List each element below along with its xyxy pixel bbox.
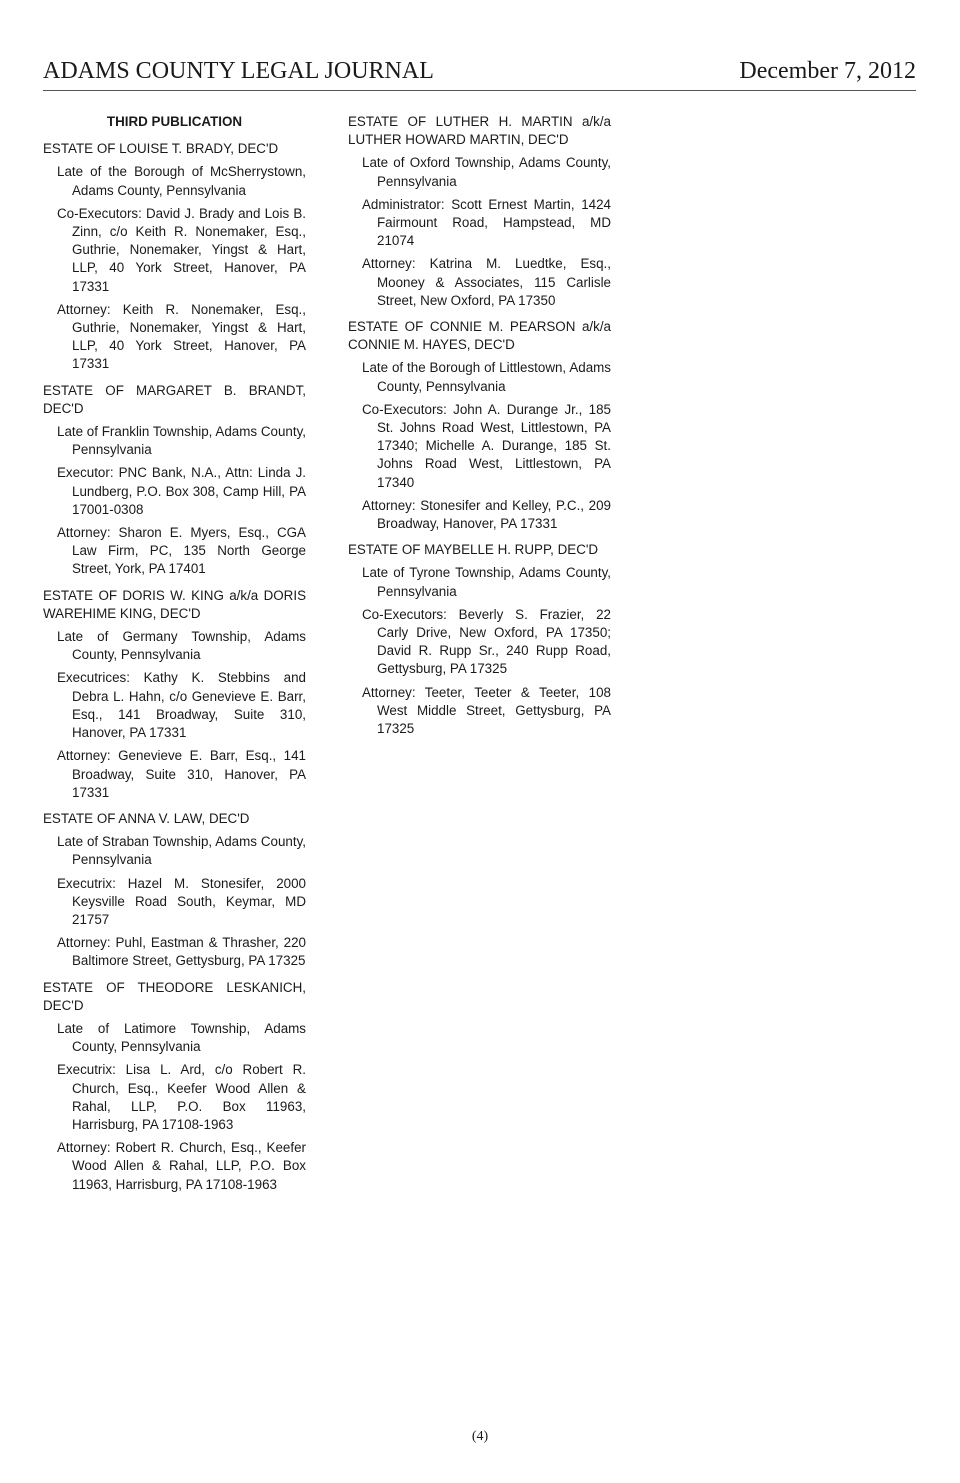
- page-number: (4): [471, 1429, 489, 1444]
- estate-title: ESTATE OF LUTHER H. MARTIN a/k/a LUTHER HOWARD MARTIN, DEC'D: [348, 114, 611, 148]
- estate-notice: [43, 587, 306, 802]
- estate-title: ESTATE OF MAYBELLE H. RUPP, DEC'D: [348, 542, 599, 558]
- estate-title: ESTATE OF CONNIE M. PEARSON a/k/a CONNIE M. HAYES, DEC'D: [348, 319, 611, 353]
- estate-notice: [348, 541, 611, 738]
- estate-title: ESTATE OF ANNA V. LAW, DEC'D: [43, 810, 250, 826]
- estate-title: ESTATE OF MARGARET B. BRANDT, DEC'D: [43, 382, 306, 416]
- estate-residence: Late of Latimore Township, Adams County, Pennsylvania: [57, 1020, 306, 1055]
- estate-residence: Late of Tyrone Township, Adams County, Pennsylvania: [362, 565, 611, 599]
- estate-attorney: Attorney: Keith R. Nonemaker, Esq., Guthrie, Nonemaker, Yingst & Hart, LLP, 40 York Street, Hanover, PA 17331: [57, 301, 306, 372]
- estate-residence: Late of Franklin Township, Adams County, Pennsylvania: [57, 424, 306, 458]
- estate-representative: Executrix: Hazel M. Stonesifer, 2000 Keysville Road South, Keymar, MD 21757: [57, 875, 306, 927]
- estate-attorney: Attorney: Genevieve E. Barr, Esq., 141 Broadway, Suite 310, Hanover, PA 17331: [57, 748, 306, 800]
- estate-notice: [43, 382, 306, 579]
- estate-attorney: Attorney: Katrina M. Luedtke, Esq., Mooney & Associates, 115 Carlisle Street, New Oxford, PA 17350: [362, 256, 611, 308]
- estate-representative: Co-Executors: John A. Durange Jr., 185 St. Johns Road West, Littlestown, PA 17340; Michelle A. Durange, 185 St. Johns Road West, Littlestown, PA 17340: [362, 401, 611, 490]
- journal-title: ADAMS COUNTY LEGAL JOURNAL: [43, 58, 434, 84]
- estate-attorney: Attorney: Teeter, Teeter & Teeter, 108 West Middle Street, Gettysburg, PA 17325: [362, 684, 611, 737]
- estate-notice: [348, 113, 611, 310]
- estate-notice: [348, 318, 611, 533]
- estate-representative: Executrices: Kathy K. Stebbins and Debra L. Hahn, c/o Genevieve E. Barr, Esq., 141 Broadway, Suite 310, Hanover, PA 17331: [57, 670, 306, 741]
- estate-attorney: Attorney: Puhl, Eastman & Thrasher, 220 Baltimore Street, Gettysburg, PA 17325: [57, 935, 306, 969]
- section-heading: THIRD PUBLICATION: [106, 114, 243, 129]
- estate-attorney: Attorney: Robert R. Church, Esq., Keefer Wood Allen & Rahal, LLP, P.O. Box 11963, Harrisburg, PA 17108-1963: [57, 1140, 306, 1192]
- left-column: [43, 113, 306, 1202]
- estate-title: ESTATE OF THEODORE LESKANICH, DEC'D: [43, 979, 306, 1013]
- issue-date: December 7, 2012: [739, 58, 916, 84]
- estate-residence: Late of Oxford Township, Adams County, Pennsylvania: [362, 155, 611, 189]
- estate-notice: [43, 810, 306, 971]
- estate-representative: Co-Executors: David J. Brady and Lois B. Zinn, c/o Keith R. Nonemaker, Esq., Guthrie, Nonemaker, Yingst & Hart, LLP, 40 York Street, Hanover, PA 17331: [57, 205, 306, 294]
- right-column: [348, 113, 611, 746]
- estate-residence: Late of Straban Township, Adams County, Pennsylvania: [57, 834, 306, 868]
- page-header: [43, 54, 916, 91]
- estate-notice: [43, 140, 306, 373]
- estate-residence: Late of Germany Township, Adams County, Pennsylvania: [57, 629, 306, 663]
- estate-representative: Executor: PNC Bank, N.A., Attn: Linda J. Lundberg, P.O. Box 308, Camp Hill, PA 17001-0308: [57, 465, 306, 517]
- estate-title: ESTATE OF DORIS W. KING a/k/a DORIS WAREHIME KING, DEC'D: [43, 587, 306, 621]
- estate-title: ESTATE OF LOUISE T. BRADY, DEC'D: [43, 141, 279, 157]
- estate-attorney: Attorney: Sharon E. Myers, Esq., CGA Law Firm, PC, 135 North George Street, York, PA 17401: [57, 525, 306, 577]
- estate-residence: Late of the Borough of McSherrystown, Adams County, Pennsylvania: [57, 164, 306, 198]
- estate-attorney: Attorney: Stonesifer and Kelley, P.C., 209 Broadway, Hanover, PA 17331: [362, 497, 611, 532]
- estate-representative: Administrator: Scott Ernest Martin, 1424 Fairmount Road, Hampstead, MD 21074: [362, 196, 611, 249]
- estate-representative: Executrix: Lisa L. Ard, c/o Robert R. Church, Esq., Keefer Wood Allen & Rahal, LLP, P.O. Box 11963, Harrisburg, PA 17108-1963: [57, 1062, 306, 1132]
- estate-notice: [43, 979, 306, 1194]
- estate-residence: Late of the Borough of Littlestown, Adams County, Pennsylvania: [362, 360, 611, 394]
- estate-representative: Co-Executors: Beverly S. Frazier, 22 Carly Drive, New Oxford, PA 17350; David R. Rupp Sr., 240 Rupp Road, Gettysburg, PA 17325: [362, 606, 611, 677]
